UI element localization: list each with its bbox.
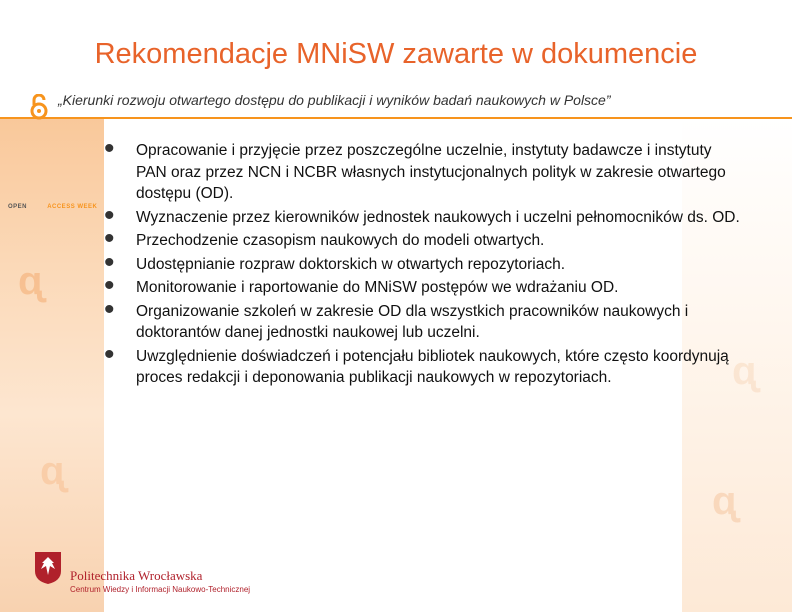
footer-org-sub: Centrum Wiedzy i Informacji Naukowo-Technicznej: [70, 585, 251, 594]
slide-subtitle: „Kierunki rozwoju otwartego dostępu do publikacji i wyników badań naukowych w Polsce”: [58, 92, 611, 108]
open-access-symbol-icon: ᶐ: [732, 348, 757, 394]
bullet-dot-icon: •: [104, 269, 115, 302]
bullet-content: [104, 132, 744, 391]
slide-title: Rekomendacje MNiSW zawarte w dokumencie: [94, 38, 698, 70]
logo-week-text: WEEK: [77, 204, 98, 210]
list-item: [104, 245, 744, 279]
list-item: [104, 198, 744, 232]
open-access-symbol-icon: ᶐ: [18, 258, 43, 304]
list-item-text: Opracowanie i przyjęcie przez poszczególne uczelnie, instytuty badawcze i instytuty PAN oraz przez NCN i NCBR własnych instytucjonalnych polityk w zakresie otwartego dostępu (OD).: [136, 142, 726, 202]
list-item-text: Przechodzenie czasopism naukowych do modeli otwartych.: [136, 232, 545, 249]
list-item: [104, 292, 744, 344]
list-item: [104, 132, 744, 205]
footer-org-name: Politechnika Wrocławska: [70, 568, 203, 583]
list-item-text: Monitorowanie i raportowanie do MNiSW postępów we wdrażaniu OD.: [136, 279, 619, 296]
logo-open-text: OPEN: [8, 204, 28, 210]
list-item: [104, 269, 744, 302]
bullet-dot-icon: •: [104, 198, 115, 232]
left-decorative-band: [0, 118, 104, 612]
bullet-dot-icon: •: [104, 292, 115, 326]
list-item-text: Uwzględnienie doświadczeń i potencjału bibliotek naukowych, które często koordynują proces redakcji i deponowania publikacji naukowych w repozytoriach.: [136, 347, 729, 386]
open-access-wordmark: [8, 204, 97, 210]
open-access-lock-icon: [28, 94, 50, 120]
bullet-dot-icon: •: [104, 222, 115, 255]
list-item: [104, 337, 744, 389]
bullet-dot-icon: •: [104, 132, 115, 165]
bullet-list: [104, 132, 744, 389]
list-item-text: Wyznaczenie przez kierowników jednostek naukowych i uczelni pełnomocników ds. OD.: [136, 208, 740, 226]
logo-access-text: ACCESS: [47, 204, 76, 210]
list-item-text: Udostępnianie rozpraw doktorskich w otwartych repozytoriach.: [136, 255, 566, 273]
politechnika-crest-icon: [34, 551, 62, 585]
list-item: [104, 222, 744, 255]
bullet-dot-icon: •: [104, 337, 115, 371]
open-access-symbol-icon: ᶐ: [712, 478, 737, 524]
list-item-text: Organizowanie szkoleń w zakresie OD dla wszystkich pracowników naukowych i doktorantów danej jednostki naukowej lub uczelni.: [136, 302, 689, 341]
bullet-dot-icon: •: [104, 245, 115, 279]
open-access-symbol-icon: ᶐ: [40, 448, 65, 494]
